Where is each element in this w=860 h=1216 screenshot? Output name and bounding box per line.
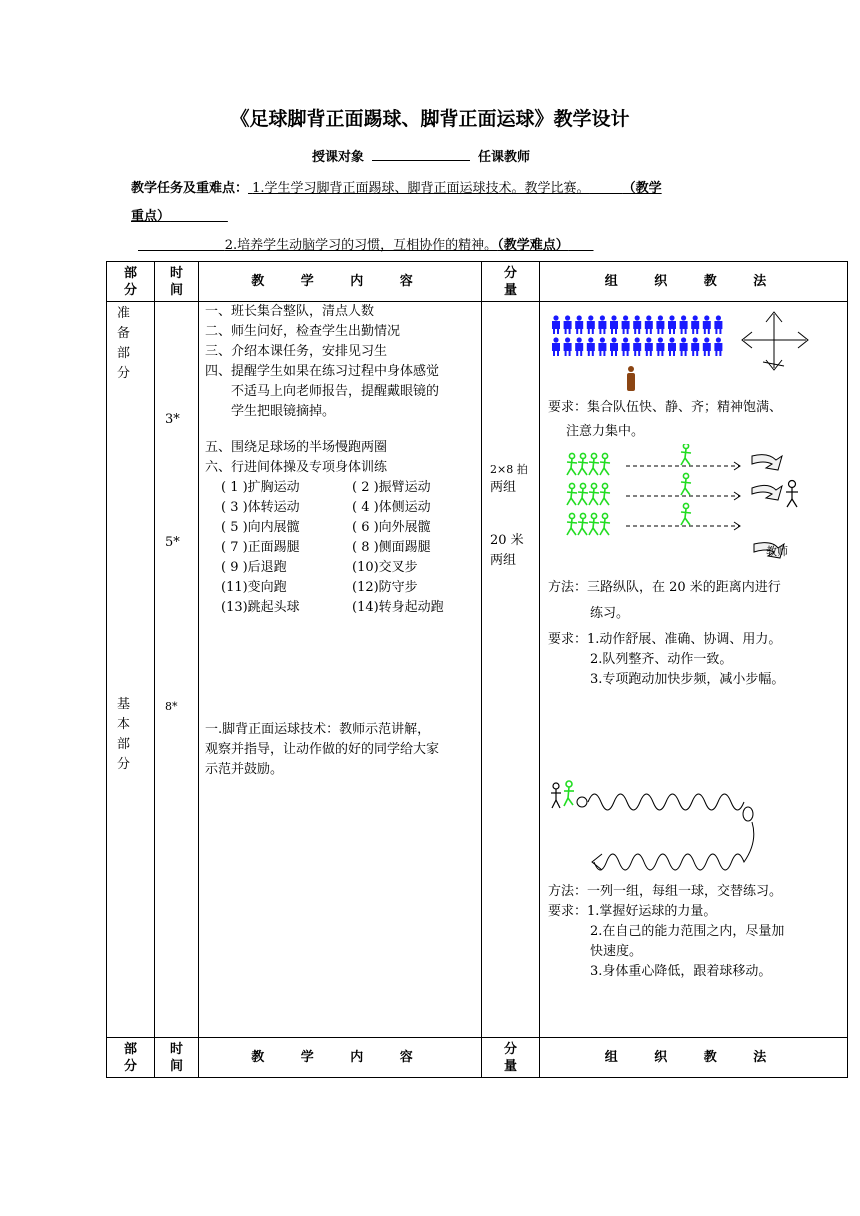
content-line-2: 二、师生问好，检查学生出勤情况 — [205, 324, 401, 339]
student-icon — [564, 315, 572, 334]
prep-time-1: 3* — [165, 412, 180, 427]
task-item1-tag2-line — [131, 209, 228, 224]
dashed-arrows-icon — [626, 462, 740, 530]
prep-part-label: 准 备 部 分 — [117, 306, 131, 381]
header-time: 时间 — [155, 262, 199, 302]
footer-content: 教 学 内 容 — [199, 1038, 482, 1078]
student-icon — [552, 337, 560, 356]
student-icon — [656, 315, 664, 334]
runner-icon — [681, 503, 691, 525]
runner-icon — [567, 483, 577, 505]
content-cell — [199, 302, 482, 1038]
drill-11: (11)变向跑 — [221, 580, 287, 595]
drill-1: ( 1 )扩胸运动 — [221, 480, 300, 495]
target-label: 授课对象 — [312, 150, 365, 165]
time-cell — [155, 302, 199, 1038]
basic-method: 方法：一列一组，每组一球，交替练习。 — [548, 884, 783, 899]
student-icon — [598, 337, 606, 356]
task-item1-tag1: （教学 — [622, 181, 662, 196]
runner-icon — [600, 453, 610, 475]
basic-content-2: 观察并指导，让动作做的好的同学给大家 — [205, 742, 440, 757]
student-icon — [564, 337, 572, 356]
basic-content-3: 示范并鼓励。 — [205, 762, 284, 777]
runner-icon — [681, 473, 691, 495]
coach-label: 教师 — [766, 545, 788, 558]
runner-icon — [589, 513, 599, 535]
student-icon — [645, 315, 653, 334]
student-icon — [587, 315, 595, 334]
part-cell — [107, 302, 155, 1038]
header-row — [107, 262, 848, 302]
basic-part-label: 基 本 部 分 — [117, 697, 131, 772]
req-2b: 2.队列整齐、动作一致。 — [590, 652, 733, 667]
header-amount: 分量 — [482, 262, 540, 302]
amount-3: 20 米 — [490, 533, 524, 548]
teacher-label: 任课教师 — [478, 150, 531, 165]
student-icon — [598, 315, 606, 334]
student-icon — [552, 315, 560, 334]
footer-amount: 分量 — [482, 1038, 540, 1078]
task-item2-tag: （教学难点） — [497, 238, 569, 253]
dribbling-diagram — [548, 772, 778, 882]
basic-req-2: 2.在自己的能力范围之内，尽量加 — [590, 924, 785, 939]
drill-13: (13)跳起头球 — [221, 600, 300, 615]
dribble-path-icon — [588, 794, 744, 810]
student-icon — [691, 337, 699, 356]
student-icon — [587, 337, 595, 356]
runner-icon — [600, 483, 610, 505]
student-icon — [610, 337, 618, 356]
body-row — [107, 302, 848, 1038]
amount-cell — [482, 302, 540, 1038]
drill-6: ( 6 )向外展髋 — [352, 520, 431, 535]
basic-req-2b: 快速度。 — [590, 944, 643, 959]
ball-icon — [577, 797, 587, 807]
drill-4: ( 4 )体侧运动 — [352, 500, 431, 515]
student-icon — [610, 315, 618, 334]
drill-7: ( 7 )正面踢腿 — [221, 540, 300, 555]
footer-time: 时间 — [155, 1038, 199, 1078]
target-blank — [372, 148, 470, 161]
task-section — [131, 175, 731, 231]
runner-icon — [600, 513, 610, 535]
student-icon — [714, 315, 722, 334]
req-2c: 3.专项跑动加快步频，减小步幅。 — [590, 672, 785, 687]
req-2: 要求：1.动作舒展、准确、协调、用力。 — [548, 632, 782, 647]
drill-2: ( 2 )振臂运动 — [352, 480, 431, 495]
student-icon — [703, 315, 711, 334]
lesson-table — [106, 261, 848, 1078]
content-line-7: 五、围绕足球场的半场慢跑两圈 — [205, 440, 388, 455]
content-line-1: 一、班长集合整队，清点人数 — [205, 304, 375, 319]
student-icon — [633, 315, 641, 334]
page-title: 《足球脚背正面踢球、脚背正面运球》教学设计 — [230, 108, 630, 130]
runner-icon — [589, 453, 599, 475]
drill-5: ( 5 )向内展髋 — [221, 520, 300, 535]
basic-time: 8* — [165, 700, 178, 713]
header-part: 部分 — [107, 262, 155, 302]
drill-10: (10)交叉步 — [352, 560, 418, 575]
teacher-figure-icon — [627, 366, 635, 391]
drill-3: ( 3 )体转运动 — [221, 500, 300, 515]
student-icon — [668, 337, 676, 356]
student-icon — [622, 337, 630, 356]
formation-diagram — [548, 310, 818, 400]
student-icon — [714, 337, 722, 356]
amount-1: 2×8 拍 — [490, 463, 528, 476]
content-line-3: 三、介绍本课任务，安排见习生 — [205, 344, 388, 359]
dribble-coach-icon — [551, 783, 561, 808]
student-icon — [575, 337, 583, 356]
student-icon — [691, 315, 699, 334]
footer-part: 部分 — [107, 1038, 155, 1078]
content-line-5: 不适马上向老师报告，提醒戴眼镜的 — [231, 384, 440, 399]
student-icon — [645, 337, 653, 356]
student-icon — [633, 337, 641, 356]
runner-icon — [578, 513, 588, 535]
runner-icon — [567, 453, 577, 475]
task-item1: 1.学生学习脚背正面踢球、脚背正面运球技术。教学比赛。 （教学 — [252, 181, 662, 196]
task-item2-line — [138, 234, 594, 253]
drill-8: ( 8 )侧面踢腿 — [352, 540, 431, 555]
runner-icon — [578, 453, 588, 475]
content-line-6: 学生把眼镜摘掉。 — [231, 404, 336, 419]
compass-arrows-icon — [742, 312, 808, 370]
runner-icon — [578, 483, 588, 505]
header-content: 教 学 内 容 — [199, 262, 482, 302]
student-icon — [668, 315, 676, 334]
prep-time-2: 5* — [165, 535, 180, 550]
runner-icon — [681, 444, 691, 465]
student-rows-icon — [552, 315, 722, 356]
runner-icon — [589, 483, 599, 505]
amount-2: 两组 — [490, 480, 517, 495]
amount-4: 两组 — [490, 553, 517, 568]
drill-14: (14)转身起动跑 — [352, 600, 444, 615]
header-method: 组 织 教 法 — [540, 262, 848, 302]
student-icon — [680, 315, 688, 334]
basic-req-1: 要求：1.掌握好运球的力量。 — [548, 904, 717, 919]
student-icon — [622, 315, 630, 334]
req-1: 要求：集合队伍快、静、齐；精神饱满、 — [548, 400, 783, 415]
content-line-4: 四、提醒学生如果在练习过程中身体感觉 — [205, 364, 440, 379]
task-label: 教学任务及重难点： — [131, 181, 249, 196]
basic-req-3: 3.身体重心降低，跟着球移动。 — [590, 964, 772, 979]
method-1b: 练习。 — [590, 606, 630, 621]
student-icon — [656, 337, 664, 356]
req-1b: 注意力集中。 — [566, 424, 645, 439]
task-item1-tag2: 重点） — [131, 209, 171, 224]
dribble-player-icon — [564, 781, 574, 806]
runner-group-icon — [567, 444, 691, 535]
student-icon — [680, 337, 688, 356]
task-item2: 2.培养学生动脑学习的习惯，互相协作的精神。 — [224, 238, 498, 253]
return-path-icon — [594, 822, 754, 870]
runner-icon — [567, 513, 577, 535]
content-line-8: 六、行进间体操及专项身体训练 — [205, 460, 388, 475]
footer-method: 组 织 教 法 — [540, 1038, 848, 1078]
drill-9: ( 9 )后退跑 — [221, 560, 287, 575]
method-cell — [540, 302, 848, 1038]
method-1: 方法：三路纵队，在 20 米的距离内进行 — [548, 580, 781, 595]
subheader — [312, 146, 530, 165]
cone-icon — [743, 807, 753, 821]
student-icon — [575, 315, 583, 334]
drill-12: (12)防守步 — [352, 580, 418, 595]
basic-content-1: 一.脚背正面运球技术：教师示范讲解， — [205, 722, 431, 737]
footer-header-row — [107, 1038, 848, 1078]
coach-figure-icon — [786, 481, 798, 508]
student-icon — [703, 337, 711, 356]
